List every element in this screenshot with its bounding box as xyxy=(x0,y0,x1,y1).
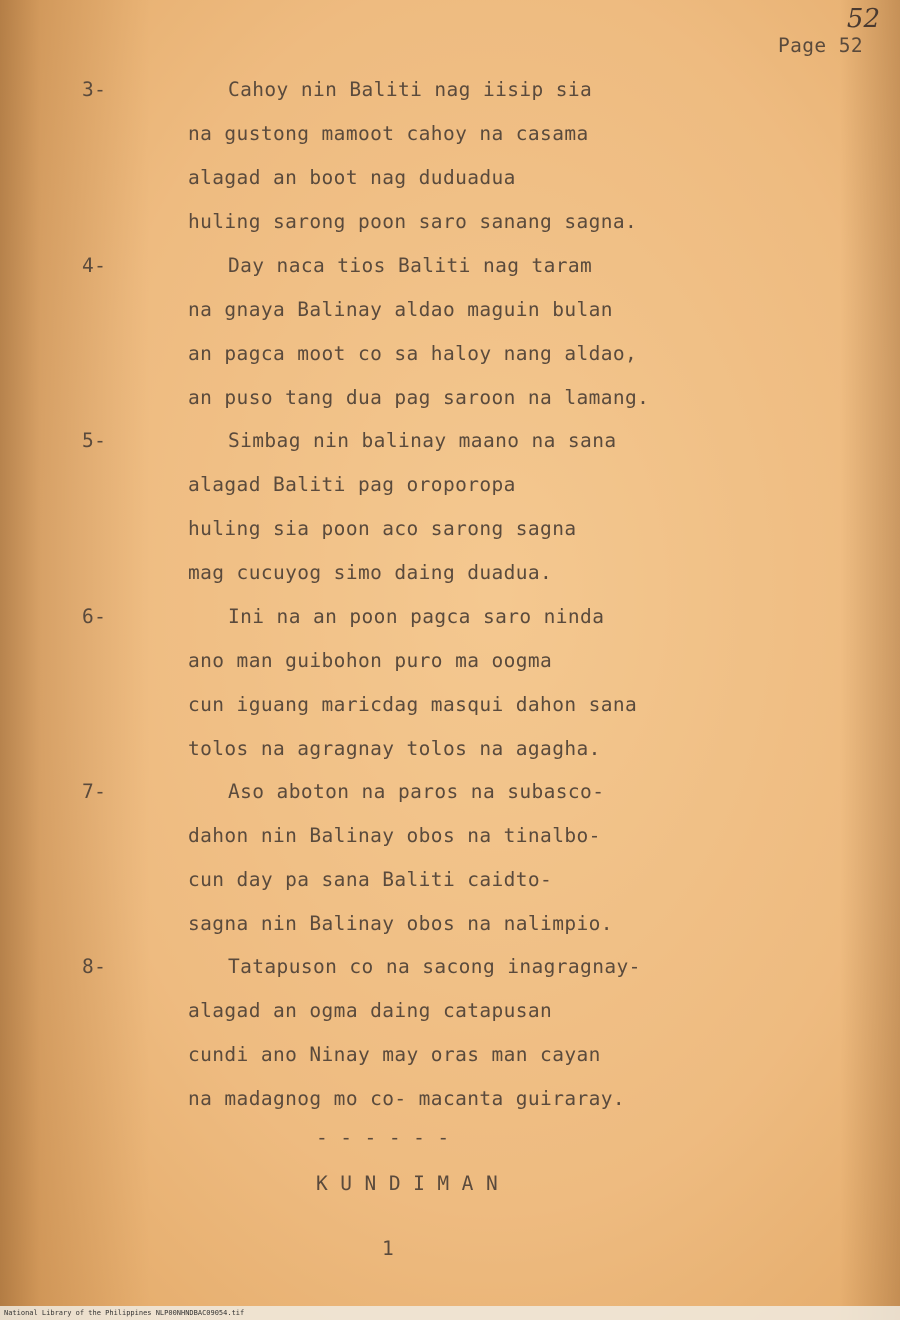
stanza-number: 8- xyxy=(82,955,107,978)
section-title: K U N D I M A N xyxy=(316,1172,499,1195)
stanza-line: mag cucuyog simo daing duadua. xyxy=(188,561,553,584)
stanza-line: na gnaya Balinay aldao maguin bulan xyxy=(188,298,613,321)
stanza-line: cun iguang maricdag masqui dahon sana xyxy=(188,693,638,716)
stanza-line: na gustong mamoot cahoy na casama xyxy=(188,122,589,145)
divider-dashes: - - - - - - xyxy=(316,1126,450,1149)
scan-footer: National Library of the Philippines NLP00NHNDBAC09054.tif xyxy=(0,1306,900,1320)
stanza-line: Cahoy nin Baliti nag iisip sia xyxy=(228,78,593,101)
stanza-number: 4- xyxy=(82,254,107,277)
stanza-line: tolos na agragnay tolos na agagha. xyxy=(188,737,601,760)
handwritten-page-number: 52 xyxy=(846,4,880,34)
stanza-number: 7- xyxy=(82,780,107,803)
stanza-line: Day naca tios Baliti nag taram xyxy=(228,254,593,277)
stanza-line: cundi ano Ninay may oras man cayan xyxy=(188,1043,601,1066)
page-label: Page 52 xyxy=(778,34,863,57)
stanza-line: an pagca moot co sa haloy nang aldao, xyxy=(188,342,638,365)
verse-number: 1 xyxy=(382,1237,395,1260)
stanza-line: na madagnog mo co- macanta guiraray. xyxy=(188,1087,626,1110)
stanza-line: Simbag nin balinay maano na sana xyxy=(228,429,617,452)
stanza-line: an puso tang dua pag saroon na lamang. xyxy=(188,386,650,409)
stanza-number: 6- xyxy=(82,605,107,628)
stanza-number: 3- xyxy=(82,78,107,101)
stanza-line: Tatapuson co na sacong inagragnay- xyxy=(228,955,641,978)
stanza-line: alagad an boot nag duduadua xyxy=(188,166,516,189)
stanza-line: Ini na an poon pagca saro ninda xyxy=(228,605,605,628)
stanza-line: sagna nin Balinay obos na nalimpio. xyxy=(188,912,613,935)
stanza-number: 5- xyxy=(82,429,107,452)
stanza-line: alagad Baliti pag oroporopa xyxy=(188,473,516,496)
stanza-line: dahon nin Balinay obos na tinalbo- xyxy=(188,824,601,847)
stanza-line: ano man guibohon puro ma oogma xyxy=(188,649,553,672)
stanza-line: Aso aboton na paros na subasco- xyxy=(228,780,605,803)
stanza-line: cun day pa sana Baliti caidto- xyxy=(188,868,553,891)
stanza-line: huling sia poon aco sarong sagna xyxy=(188,517,577,540)
stanza-line: alagad an ogma daing catapusan xyxy=(188,999,553,1022)
stanza-line: huling sarong poon saro sanang sagna. xyxy=(188,210,638,233)
